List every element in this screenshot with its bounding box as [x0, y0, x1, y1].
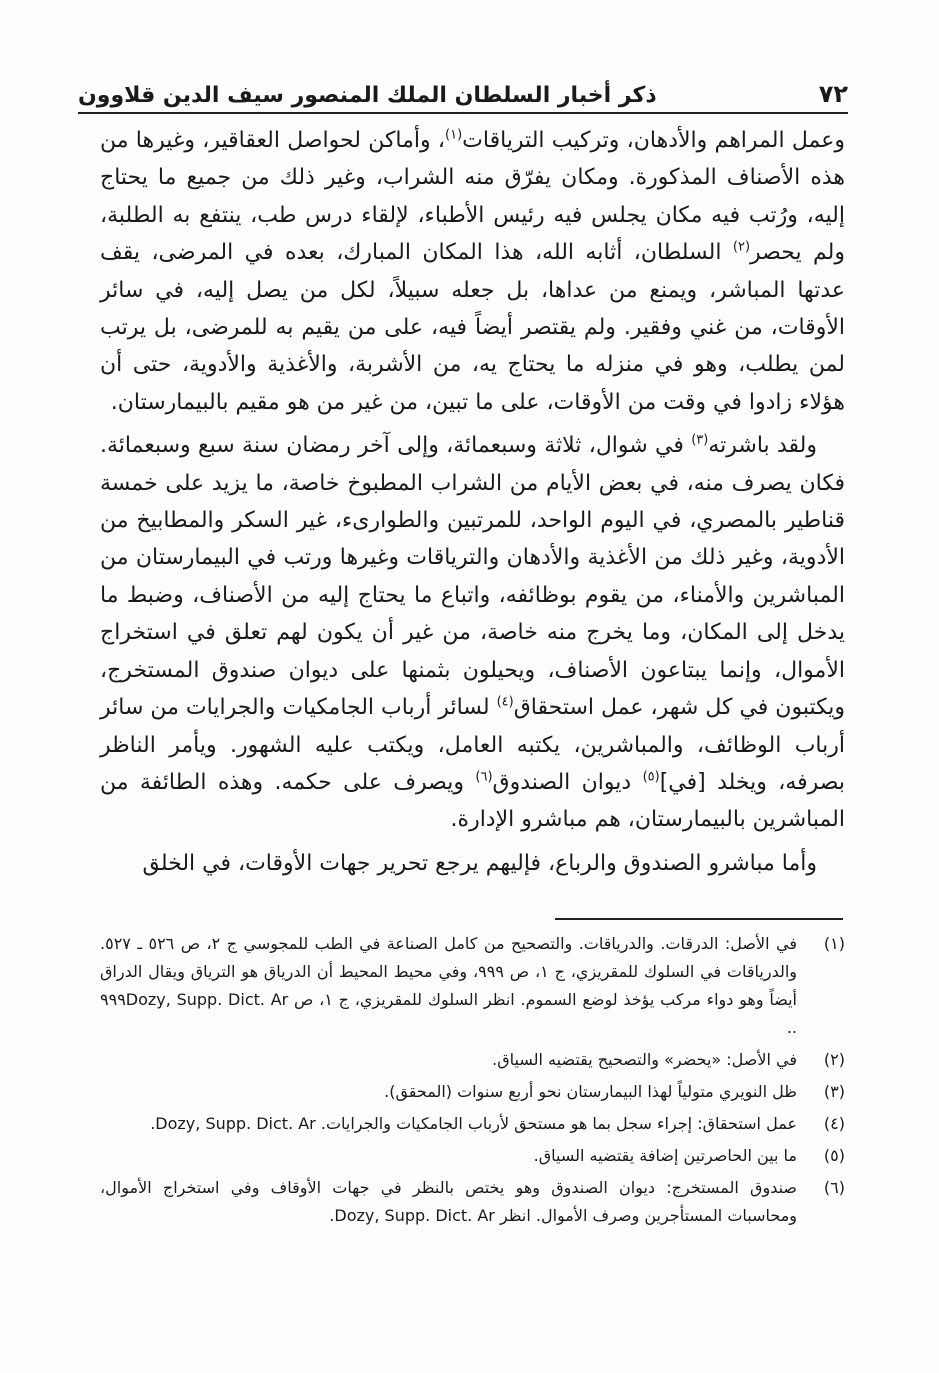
page-number: ٧٢ — [818, 80, 848, 108]
footnote-number: (٥) — [823, 1146, 845, 1165]
footnote — [100, 1078, 845, 1106]
footnote — [100, 1174, 845, 1230]
paragraph-1 — [100, 122, 845, 421]
text-run: ديوان الصندوق — [492, 769, 643, 795]
footnote-number: (١) — [823, 934, 845, 953]
footnote-number: (٤) — [823, 1114, 845, 1133]
footnote-ref-5: (٥) — [642, 769, 660, 785]
footnote — [100, 1046, 845, 1074]
text-run: وأما مباشرو الصندوق والرباع، فإليهم يرجع تحرير جهات الأوقات، في الخلق — [142, 850, 817, 876]
text-run: وعمل المراهم والأدهان، وتركيب الترياقات — [462, 128, 845, 153]
footnote — [100, 1142, 845, 1170]
running-title: ذكر أخبار السلطان الملك المنصور سيف الدين قلاوون — [78, 83, 657, 108]
footnote-number: (٦) — [823, 1178, 845, 1197]
footnote-number: (٣) — [823, 1082, 845, 1101]
text-run: ، وأماكن لحواصل العقاقير، وغيرها من هذه الأصناف المذكورة. ومكان يفرّق منه الشراب، وغير ذلك من جميع ما يحتاج إليه، ورُتب فيه مكان يجلس فيه رئيس الأطباء، لإلقاء درس طب، ينتفع به الطلبة، ولم يحصر — [100, 128, 845, 266]
footnote-ref-3: (٣) — [691, 432, 709, 448]
text-run: ويصرف على حكمه. وهذه الطائفة من المباشرين بالبيمارستان، هم مباشرو الإدارة. — [100, 769, 845, 833]
footnote-ref-1: (١) — [445, 127, 463, 143]
paragraph-3 — [100, 845, 845, 882]
footnotes — [100, 930, 845, 1234]
main-text — [100, 122, 845, 888]
footnote-ref-4: (٤) — [496, 694, 514, 710]
footnote-ref-6: (٦) — [475, 769, 493, 785]
footnote-text: في الأصل: «يحضر» والتصحيح يقتضيه السياق. — [492, 1050, 797, 1069]
footnote — [100, 1110, 845, 1138]
footnote-number: (٢) — [823, 1050, 845, 1069]
footnote-text: ظل النويري متولياً لهذا البيمارستان نحو أربع سنوات (المحقق). — [384, 1082, 797, 1101]
paragraph-2 — [100, 427, 845, 838]
footnote-text: في الأصل: الدرقات. والدرياقات. والتصحيح من كامل الصناعة في الطب للمجوسي ج ٢، ص ٥٢٦ ـ ٥٢٧. والدرياقات في السلوك للمقريزي، ج ١، ص ٩٩٩، وفي محيط المحيط أن الدرياق هو الترياق ويقال الدراق أيضاً وهو دواء مركب يؤخذ لوضع السموم. انظر السلوك للمقريزي، ج ١، ص ٩٩٩Dozy, Supp. Dict. Ar .. — [100, 934, 798, 1037]
footnote-text: عمل استحقاق: إجراء سجل بما هو مستحق لأرباب الجامكيات والجرايات. Dozy, Supp. Dict. Ar. — [150, 1114, 797, 1133]
text-run: لسائر أرباب الجامكيات والجرايات من سائر أرباب الوظائف، والمباشرين، يكتبه العامل، ويكتب عليه الشهور. ويأمر الناظر بصرفه، ويخلد [في] — [100, 695, 845, 795]
text-run: في شوال، ثلاثة وسبعمائة، وإلى آخر رمضان سنة سبع وسبعمائة. فكان يصرف منه، في بعض الأيام من الشراب المطبوخ خاصة، ما يزيد على خمسة قناطير بالمصري، في اليوم الواحد، للمرتبين والطوارىء، غير السكر والمطابيخ من الأدوية، وغير ذلك من الأغذية والأدهان والترياقات وغيرها ورتب في البيمارستان من المباشرين والأمناء، من يقوم بوظائفه، واتباع ما يحتاج إليه من الأصناف، وضبط ما يدخل إلى المكان، وما يخرج منه خاصة، من غير أن يكون لهم تعلق في استخراج الأموال، وإنما يبتاعون الأصناف، ويحيلون بثمنها على ديوان صندوق المستخرج، ويكتبون في كل شهر، عمل استحقاق — [100, 433, 845, 721]
footnote-rule — [555, 918, 843, 920]
header-rule — [78, 112, 848, 114]
text-run: السلطان، أثابه الله، هذا المكان المبارك، بعده في المرضى، يقف عدتها المباشر، ويمنع من عداها، بل جعله سبيلاً، لكل من يصل إليه، في سائر الأوقات، من غني وفقير. ولم يقتصر أيضاً فيه، على من يقيم به للمرضى، بل يرتب لمن يطلب، وهو في منزله ما يحتاج يه، من الأشربة، والأغذية والأدوية، حتى أن هؤلاء زادوا في وقت من الأوقات، على ما تبين، من غير من هو مقيم بالبيمارستان. — [100, 240, 845, 415]
footnote-ref-2: (٢) — [732, 239, 751, 255]
footnote-text: صندوق المستخرج: ديوان الصندوق وهو يختص بالنظر في جهات الأوقاف وفي استخراج الأموال، ومحاسبات المستأجرين وصرف الأموال. انظر Dozy, Supp. Dict. Ar. — [100, 1178, 797, 1225]
text-run: ولقد باشرته — [708, 433, 817, 459]
page-header — [78, 68, 848, 108]
footnote-text: ما بين الحاصرتين إضافة يقتضيه السياق. — [533, 1146, 797, 1165]
footnote — [100, 930, 845, 1042]
